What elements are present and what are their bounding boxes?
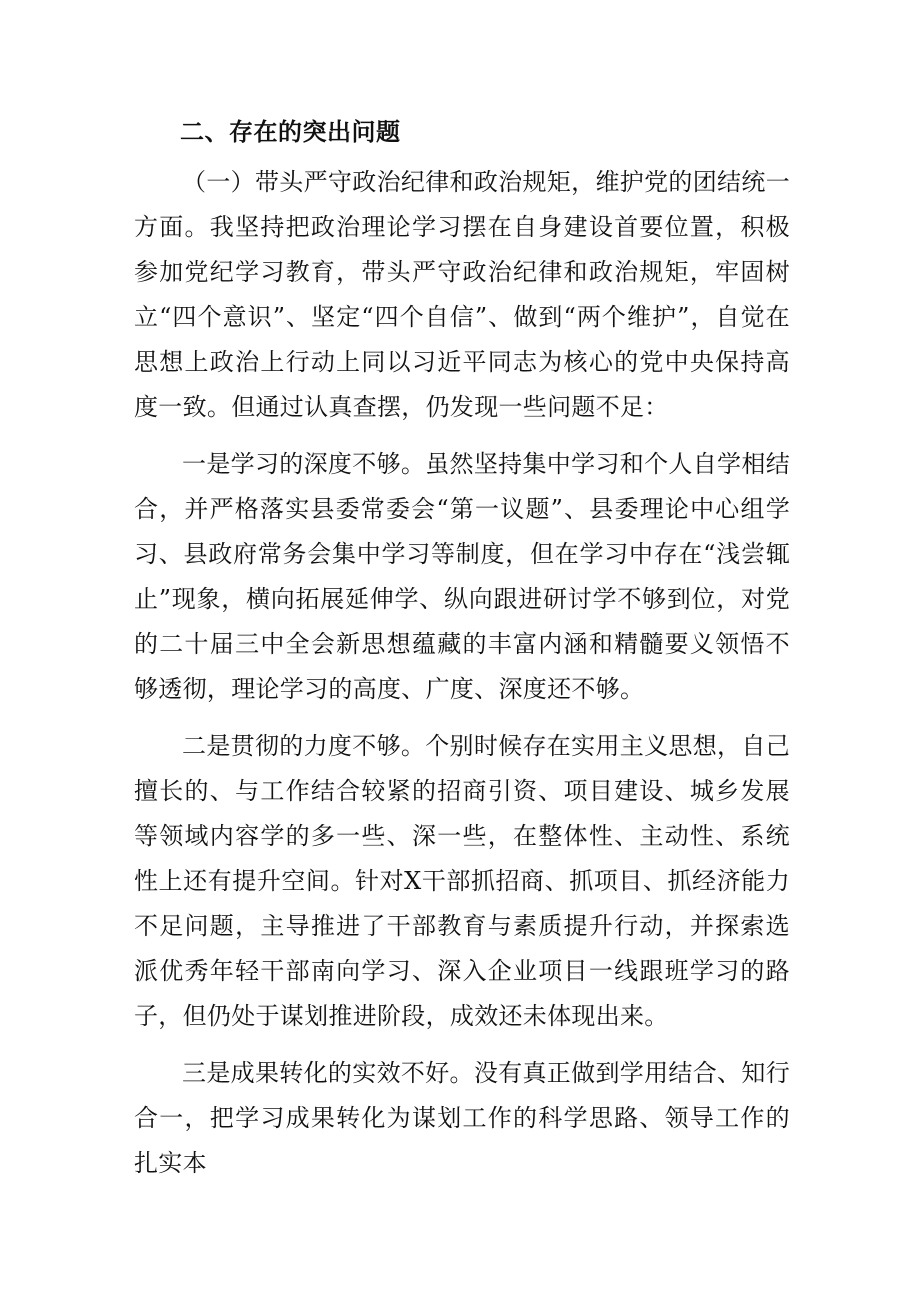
paragraph-results-transformation: 三是成果转化的实效不好。没有真正做到学用结合、知行合一，把学习成果转化为谋划工作的科学思路、领导工作的扎实本 — [134, 1059, 790, 1177]
paragraph-study-depth: 一是学习的深度不够。虽然坚持集中学习和个人自学相结合，并严格落实县委常委会“第一议题”、县委理论中心组学习、县政府常务会集中学习等制度，但在学习中存在“浅尝辄止”现象，横向拓展延伸学、纵向跟进研讨学不够到位，对党的二十届三中全会新思想蕴藏的丰富内涵和精髓要义领悟不够透彻，理论学习的高度、广度、深度还不够。 — [134, 450, 790, 703]
section-heading: 二、存在的突出问题 — [180, 118, 401, 146]
paragraph-political-discipline: （一）带头严守政治纪律和政治规矩，维护党的团结统一方面。我坚持把政治理论学习摆在自身建设首要位置，积极参加党纪学习教育，带头严守政治纪律和政治规矩，牢固树立“四个意识”、坚定“四个自信”、做到“两个维护”，自觉在思想上政治上行动上同以习近平同志为核心的党中央保持高度一致。但通过认真查摆，仍发现一些问题不足： — [134, 168, 790, 421]
document-body — [134, 112, 790, 1198]
paragraph-implementation-strength: 二是贯彻的力度不够。个别时候存在实用主义思想，自己擅长的、与工作结合较紧的招商引资、项目建设、城乡发展等领域内容学的多一些、深一些，在整体性、主动性、系统性上还有提升空间。针对X干部抓招商、抓项目、抓经济能力不足问题，主导推进了干部教育与素质提升行动，并探索选派优秀年轻干部南向学习、深入企业项目一线跟班学习的路子，但仍处于谋划推进阶段，成效还未体现出来。 — [134, 732, 790, 1030]
